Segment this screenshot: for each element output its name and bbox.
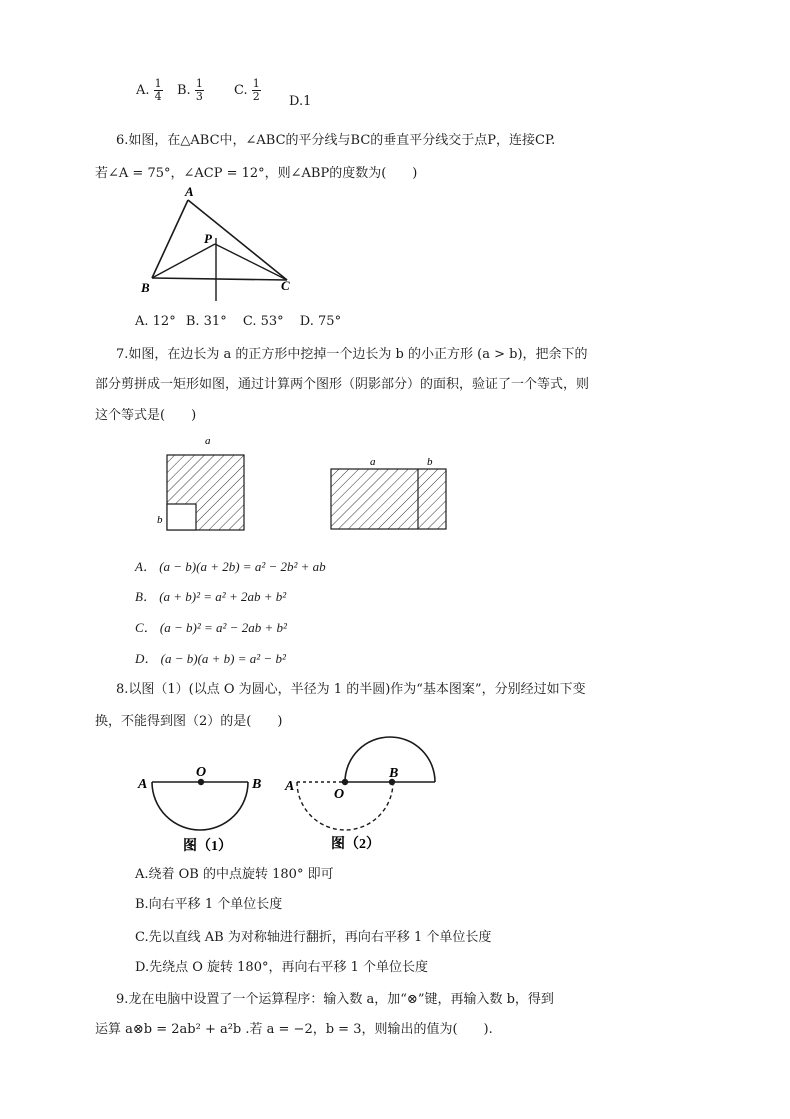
q6-option-d: D. 75°: [299, 314, 342, 329]
q6-label-c: C: [281, 278, 290, 293]
q8-fig2-caption: 图（2）: [331, 837, 380, 852]
q8-option-b: B.向右平移 1 个单位长度: [135, 897, 283, 912]
q6-label-b: B: [141, 280, 150, 295]
q6-line-2: 若∠A = 75°，∠ACP = 12°，则∠ABP的度数为( ): [95, 166, 418, 181]
q8-fig1-label-a: A: [138, 777, 148, 792]
q8-option-d: D.先绕点 O 旋转 180°，再向右平移 1 个单位长度: [135, 960, 428, 975]
q6-options: [135, 314, 341, 329]
q7-option-a: A． (a − b)(a + 2b) = a² − 2b² + ab: [135, 559, 326, 574]
q5-option-c: C. $\frac{1}{2}$: [234, 77, 260, 103]
q8-option-c: C.先以直线 AB 为对称轴进行翻折，再向右平移 1 个单位长度: [135, 930, 492, 945]
q8-fig2-label-b: B: [389, 766, 399, 781]
q8-option-a: A.绕着 OB 的中点旋转 180° 即可: [135, 867, 334, 882]
q7-fig2-label-b: b: [427, 456, 433, 468]
q8-fig1-label-o: O: [196, 765, 207, 780]
q8-fig2-label-o: O: [334, 787, 345, 802]
q7-option-d: D． (a − b)(a + b) = a² − b²: [135, 651, 286, 666]
q8-fig2-label-a: A: [285, 779, 295, 794]
q7-fig1-label-a: a: [205, 435, 211, 447]
q8-fig1-label-b: B: [252, 777, 262, 792]
q8-fig1-caption: 图（1）: [183, 839, 232, 854]
q6-line-1: 6.如图，在△ABC中，∠ABC的平分线与BC的垂直平分线交于点P，连接CP.: [116, 133, 556, 148]
q6-label-p: P: [204, 231, 212, 246]
q8-line-2: 换，不能得到图（2）的是( ): [95, 714, 283, 729]
q7-line-3: 这个等式是( ): [95, 408, 197, 423]
q9-line-2: 运算 a⊗b = 2ab² + a²b .若 a = −2，b = 3，则输出的值为( ).: [95, 1022, 493, 1037]
q6-triangle-figure: [135, 180, 305, 305]
q7-line-2: 部分剪拼成一矩形如图，通过计算两个图形（阴影部分）的面积，验证了一个等式，则: [95, 377, 590, 392]
q5-option-a: A. $\frac{1}{4}$: [136, 77, 162, 103]
q9-line-1: 9.龙在电脑中设置了一个运算程序：输入数 a，加“⊗”键，再输入数 b，得到: [116, 992, 554, 1007]
q8-semicircle-figures: [135, 730, 445, 858]
q7-squares-figure: [150, 430, 460, 535]
q6-label-a: A: [185, 184, 194, 199]
q6-option-a: A. 12°: [135, 314, 176, 329]
q7-option-c: C． (a − b)² = a² − 2ab + b²: [135, 620, 287, 635]
q6-option-b: B. 31°: [185, 314, 227, 329]
q5-option-d: D.1: [289, 94, 312, 109]
q7-fig2-label-a: a: [370, 456, 376, 468]
q7-line-1: 7.如图，在边长为 a 的正方形中挖掉一个边长为 b 的小正方形 (a > b)，把余下的: [116, 347, 588, 362]
q7-option-b: B． (a + b)² = a² + 2ab + b²: [135, 589, 287, 604]
q7-fig1-label-b: b: [157, 514, 163, 526]
q6-option-c: C. 53°: [242, 314, 284, 329]
q5-option-b: B. $\frac{1}{3}$: [177, 77, 203, 103]
q8-line-1: 8.以图（1）(以点 O 为圆心，半径为 1 的半圆)作为“基本图案”，分别经过如下变: [116, 682, 586, 697]
